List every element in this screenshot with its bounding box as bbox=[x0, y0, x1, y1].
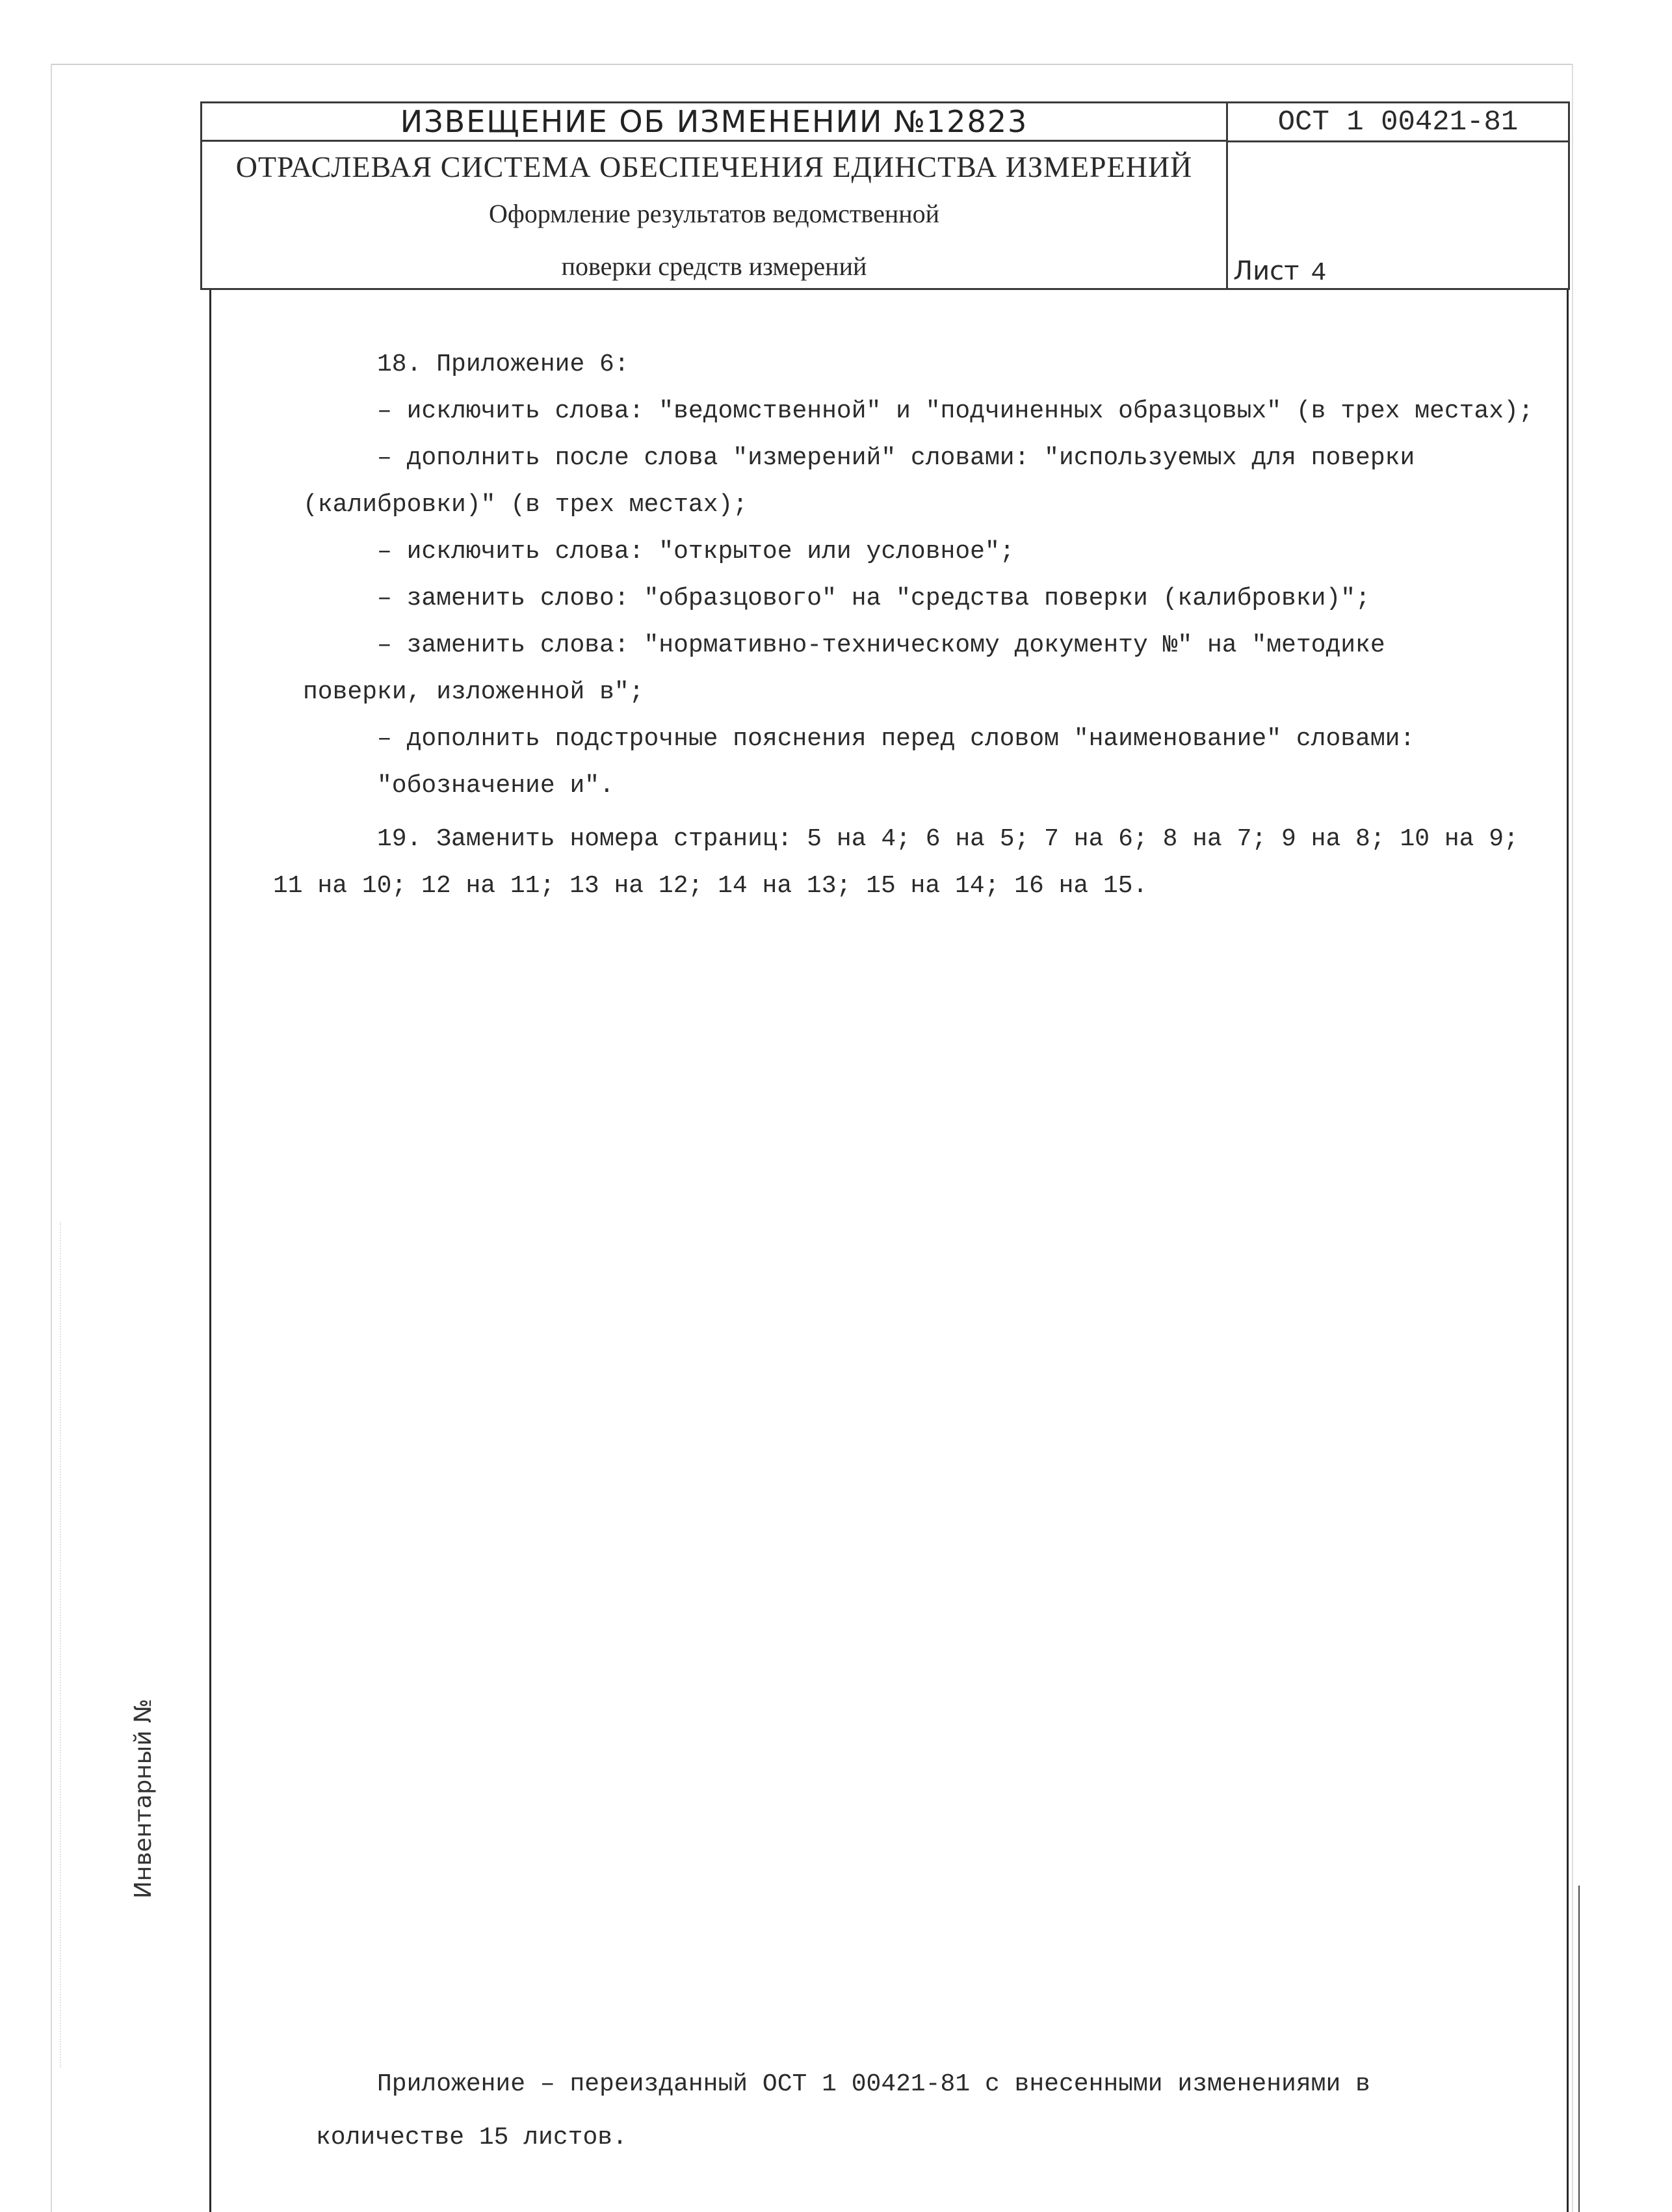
frame-right-border-outer bbox=[1578, 1886, 1580, 2212]
standard-code: ОСТ 1 00421-81 bbox=[1227, 103, 1569, 142]
sheet-label: Лист bbox=[1233, 256, 1300, 286]
system-name: ОТРАСЛЕВАЯ СИСТЕМА ОБЕСПЕЧЕНИЯ ЕДИНСТВА ИЗМЕРЕНИЙ bbox=[235, 150, 1193, 183]
sheet-number: 4 bbox=[1311, 259, 1327, 288]
list-item-continuation: ″обозначение и″. bbox=[377, 772, 614, 800]
sheet-cell bbox=[1227, 142, 1569, 289]
document-name-line-2: поверки средств измерений bbox=[561, 252, 867, 281]
title-block bbox=[200, 101, 1570, 290]
list-item: – дополнить подстрочные пояснения перед словом ″наименование″ словами: bbox=[377, 725, 1415, 753]
list-item-continuation: 11 на 10; 12 на 11; 13 на 12; 14 на 13; 15 на 14; 16 на 15. bbox=[273, 872, 1148, 900]
document-name-line-1: Оформление результатов ведомственной bbox=[488, 199, 940, 228]
appendix-note bbox=[286, 2058, 1554, 2165]
frame-left-border bbox=[209, 290, 211, 2212]
margin-guide-line bbox=[60, 1222, 61, 2068]
inventory-number-label: Инвентарный № bbox=[130, 1698, 157, 1899]
list-item-continuation: (калибровки)″ (в трех местах); bbox=[303, 491, 748, 519]
page-edge-top bbox=[51, 64, 1572, 65]
appendix-note-line-2: количестве 15 листов. bbox=[316, 2124, 627, 2152]
notice-title: ИЗВЕЩЕНИЕ ОБ ИЗМЕНЕНИИ №12823 bbox=[202, 103, 1227, 141]
list-item: – заменить слово: ″образцового″ на ″средства поверки (калибровки)″; bbox=[377, 585, 1370, 612]
item-heading: 19. Заменить номера страниц: 5 на 4; 6 на 5; 7 на 6; 8 на 7; 9 на 8; 10 на 9; bbox=[377, 825, 1519, 853]
page-edge-left bbox=[51, 64, 52, 2212]
list-item: – исключить слова: ″открытое или условное″; bbox=[377, 538, 1015, 566]
list-item: – заменить слова: ″нормативно-техническому документу №″ на ″методике bbox=[377, 631, 1385, 659]
list-item-continuation: поверки, изложенной в″; bbox=[303, 678, 644, 706]
document-title-cell bbox=[202, 141, 1227, 289]
change-items bbox=[273, 341, 1554, 910]
page-edge-right bbox=[1572, 64, 1573, 2212]
item-heading: 18. Приложение 6: bbox=[377, 350, 629, 378]
appendix-note-line-1: Приложение – переизданный ОСТ 1 00421-81 с внесенными изменениями в bbox=[377, 2070, 1370, 2098]
list-item: – дополнить после слова ″измерений″ словами: ″используемых для поверки bbox=[377, 444, 1415, 472]
frame-right-border bbox=[1567, 290, 1569, 2212]
list-item: – исключить слова: ″ведомственной″ и ″подчиненных образцовых″ (в трех местах); bbox=[377, 397, 1534, 425]
